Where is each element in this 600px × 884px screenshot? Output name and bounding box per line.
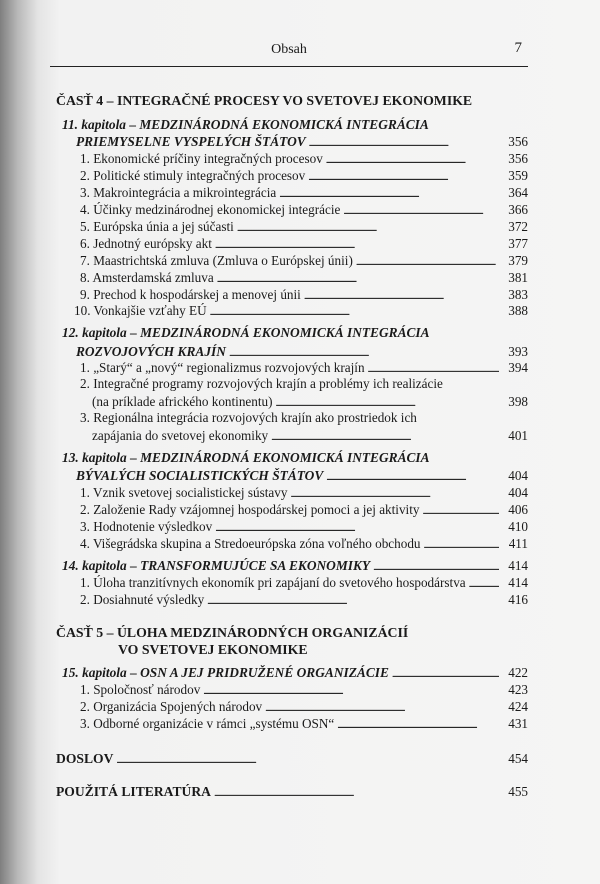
page-number: 379 xyxy=(508,253,528,268)
page-number: 424 xyxy=(508,699,528,714)
dot-leader xyxy=(207,591,499,610)
toc-item-text: 4. Višegrádska skupina a Stredoeurópska zóna voľného obchodu xyxy=(80,536,421,551)
page-number: 394 xyxy=(508,360,528,375)
dot-leader xyxy=(116,750,499,769)
page-number: 401 xyxy=(508,428,528,443)
page-number: 381 xyxy=(508,270,528,285)
page-number: 383 xyxy=(508,287,528,302)
page-number: 422 xyxy=(508,665,528,680)
chapter-11-title: MEDZINÁRODNÁ EKONOMICKÁ INTEGRÁCIA xyxy=(139,117,429,132)
toc-item-text: 1. Vznik svetovej socialistickej sústavy xyxy=(80,485,288,500)
page-number: 414 xyxy=(508,558,528,573)
toc-item-text: 2. Založenie Rady vzájomnej hospodárskej pomoci a jej aktivity xyxy=(80,502,420,517)
chapter-15-label: 15. kapitola – xyxy=(62,665,141,680)
toc-item-line1: 3. Regionálna integrácia rozvojových krajín ako prostriedok ich xyxy=(80,410,417,425)
page-number: 454 xyxy=(508,751,528,766)
toc-item-text: 2. Dosiahnuté výsledky xyxy=(80,592,205,607)
dot-leader xyxy=(271,427,499,446)
chapter-12-title-line1 xyxy=(62,325,430,341)
chapter-14-title: TRANSFORMUJÚCE SA EKONOMIKY xyxy=(140,558,371,573)
chapter-13-title: MEDZINÁRODNÁ EKONOMICKÁ INTEGRÁCIA xyxy=(140,450,430,465)
page-number: 455 xyxy=(508,784,528,799)
chapter-14-label: 14. kapitola – xyxy=(62,558,141,573)
toc-item xyxy=(80,591,528,610)
header-page-number: 7 xyxy=(514,40,522,56)
literatura-title: POUŽITÁ LITERATÚRA xyxy=(56,784,211,799)
toc-item xyxy=(80,715,528,734)
page-header xyxy=(50,40,528,67)
page-number: 416 xyxy=(508,592,528,607)
toc-item-line1: 2. Integračné programy rozvojových krajín a problémy ich realizácie xyxy=(80,376,443,391)
toc-item-text: 6. Jednotný európsky akt xyxy=(80,236,212,251)
toc-item-text: 4. Účinky medzinárodnej ekonomickej integrácie xyxy=(80,202,341,217)
page-number: 356 xyxy=(508,134,528,149)
chapter-12-title-line2: ROZVOJOVÝCH KRAJÍN xyxy=(76,344,226,359)
toc-item xyxy=(80,535,528,554)
chapter-12-label: 12. kapitola – xyxy=(62,325,141,340)
part-4-heading: ČASŤ 4 – INTEGRAČNÉ PROCESY VO SVETOVEJ EKONOMIKE xyxy=(56,93,473,108)
toc-item-text: 1. Ekonomické príčiny integračných procesov xyxy=(80,151,323,166)
page-number: 388 xyxy=(508,303,528,318)
chapter-11-title-line2: PRIEMYSELNE VYSPELÝCH ŠTÁTOV xyxy=(76,134,306,149)
toc-item-text: 7. Maastrichtská zmluva (Zmluva o Európskej únii) xyxy=(80,253,353,268)
page-number: 431 xyxy=(508,716,528,731)
page-number: 411 xyxy=(508,536,528,551)
part-5-heading-line2: VO SVETOVEJ EKONOMIKE xyxy=(118,642,308,657)
chapter-11-label: 11. kapitola – xyxy=(62,117,140,132)
literatura-entry xyxy=(56,783,528,802)
toc-item-text: 8. Amsterdamská zmluva xyxy=(80,270,214,285)
chapter-13-title-line1 xyxy=(62,450,430,466)
page-number: 377 xyxy=(508,236,528,251)
chapter-12-title: MEDZINÁRODNÁ EKONOMICKÁ INTEGRÁCIA xyxy=(140,325,430,340)
doslov-entry xyxy=(56,750,528,769)
toc-item-text: 3. Odborné organizácie v rámci „systému OSN“ xyxy=(80,716,335,731)
page-number: 404 xyxy=(508,485,528,500)
toc-item-text: 1. Úloha tranzitívnych ekonomík pri zapájaní do svetového hospodárstva xyxy=(80,575,466,590)
dot-leader xyxy=(214,783,499,802)
page-number: 364 xyxy=(508,185,528,200)
toc-item-text: zapájania do svetovej ekonomiky xyxy=(92,428,269,443)
doslov-title: DOSLOV xyxy=(56,751,114,766)
toc-item-text: 1. Spoločnosť národov xyxy=(80,682,201,697)
toc-item-text: 2. Organizácia Spojených národov xyxy=(80,699,263,714)
toc-item-text: 5. Európska únia a jej súčasti xyxy=(80,219,234,234)
page-number: 404 xyxy=(508,468,528,483)
header-title: Obsah xyxy=(271,42,307,57)
chapter-13-label: 13. kapitola – xyxy=(62,450,141,465)
page-number: 406 xyxy=(508,502,528,517)
chapter-11-title-line1 xyxy=(62,117,429,133)
page-number: 372 xyxy=(508,219,528,234)
page-number: 356 xyxy=(508,151,528,166)
chapter-14-title-line1 xyxy=(62,557,370,574)
page-number: 398 xyxy=(508,394,528,409)
toc-item xyxy=(92,427,528,446)
toc-item-text: 3. Hodnotenie výsledkov xyxy=(80,519,213,534)
toc-item-text: 1. „Starý“ a „nový“ regionalizmus rozvojových krajín xyxy=(80,360,365,375)
dot-leader xyxy=(424,535,499,554)
page-number: 423 xyxy=(508,682,528,697)
toc-item-text: 3. Makrointegrácia a mikrointegrácia xyxy=(80,185,277,200)
page-number: 414 xyxy=(508,575,528,590)
toc-item xyxy=(74,302,528,321)
page-number: 410 xyxy=(508,519,528,534)
page-number: 359 xyxy=(508,168,528,183)
chapter-15-title-line1 xyxy=(62,664,389,681)
page-number: 366 xyxy=(508,202,528,217)
dot-leader xyxy=(210,302,499,321)
chapter-13-title-line2: BÝVALÝCH SOCIALISTICKÝCH ŠTÁTOV xyxy=(76,468,324,483)
toc-item-text: 9. Prechod k hospodárskej a menovej únii xyxy=(80,287,301,302)
toc-item-text: 2. Politické stimuly integračných procesov xyxy=(80,168,306,183)
page-number: 393 xyxy=(508,344,528,359)
part-5-heading-line1: ČASŤ 5 – ÚLOHA MEDZINÁRODNÝCH ORGANIZÁCIÍ xyxy=(56,625,409,640)
chapter-15-title: OSN A JEJ PRIDRUŽENÉ ORGANIZÁCIE xyxy=(140,665,389,680)
toc-item-text: (na príklade afrického kontinentu) xyxy=(92,394,273,409)
toc-item-text: 10. Vonkajšie vzťahy EÚ xyxy=(74,303,207,318)
dot-leader xyxy=(337,715,499,734)
